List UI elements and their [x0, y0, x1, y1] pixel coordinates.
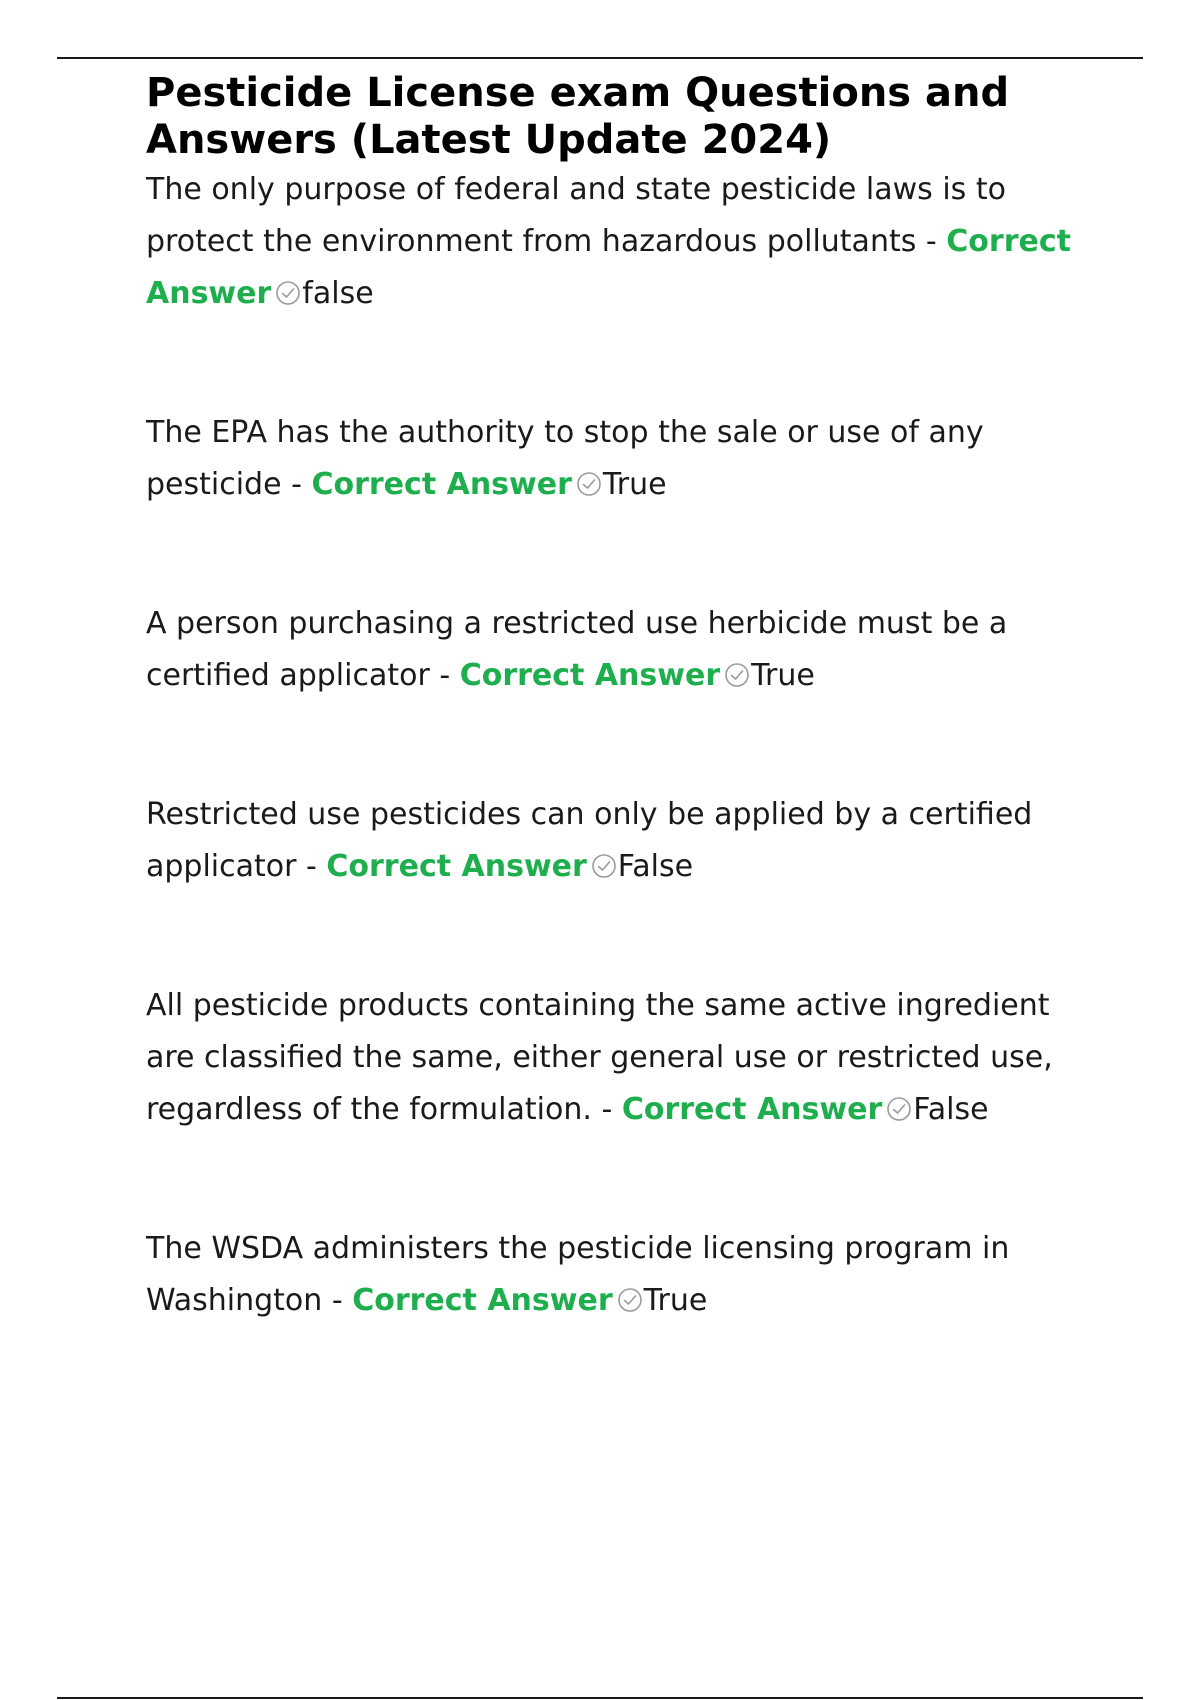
document-title: Pesticide License exam Questions and Answers (Latest Update 2024) [146, 70, 1010, 163]
answer-value: False [617, 849, 694, 884]
document-body [146, 70, 1086, 1327]
check-circle-icon [724, 662, 750, 688]
question-text: The only purpose of federal and state pesticide laws is to protect the environment from hazardous pollutants [146, 172, 1006, 259]
question-text: The EPA has the authority to stop the sale or use of any pesticide [146, 415, 984, 502]
separator: - [296, 849, 327, 884]
answer-value: True [602, 467, 667, 502]
separator: - [429, 658, 460, 693]
correct-answer-label: Correct Answer [146, 224, 1071, 311]
question-text: Restricted use pesticides can only be applied by a certified applicator [146, 797, 1033, 884]
question-text: A person purchasing a restricted use herbicide must be a certified applicator [146, 606, 1008, 693]
question-text: The WSDA administers the pesticide licensing program in Washington [146, 1231, 1010, 1318]
answer-value: True [643, 1283, 708, 1318]
separator: - [322, 1283, 353, 1318]
check-circle-icon [576, 471, 602, 497]
separator: - [281, 467, 312, 502]
top-divider [57, 57, 1143, 59]
separator: - [916, 224, 947, 259]
qa-item [146, 980, 1086, 1136]
qa-item [146, 1223, 1086, 1327]
qa-item [146, 164, 1086, 320]
correct-answer-label: Correct Answer [621, 1092, 883, 1127]
check-circle-icon [886, 1096, 912, 1122]
check-circle-icon [275, 280, 301, 306]
check-circle-icon [617, 1287, 643, 1313]
correct-answer-label: Correct Answer [326, 849, 587, 884]
correct-answer-label: Correct Answer [459, 658, 721, 693]
check-circle-icon [591, 853, 617, 879]
answer-value: True [751, 658, 815, 693]
bottom-divider [57, 1697, 1143, 1699]
question-text: All pesticide products containing the same active ingredient are classified the same, either general use or restricted use, regardless of the formulation. [146, 988, 1053, 1127]
separator: - [591, 1092, 622, 1127]
qa-item [146, 598, 1086, 702]
answer-value: false [302, 276, 374, 311]
qa-item [146, 407, 1086, 511]
qa-item [146, 789, 1086, 893]
correct-answer-label: Correct Answer [352, 1283, 613, 1318]
answer-value: False [913, 1092, 989, 1127]
correct-answer-label: Correct Answer [311, 467, 572, 502]
